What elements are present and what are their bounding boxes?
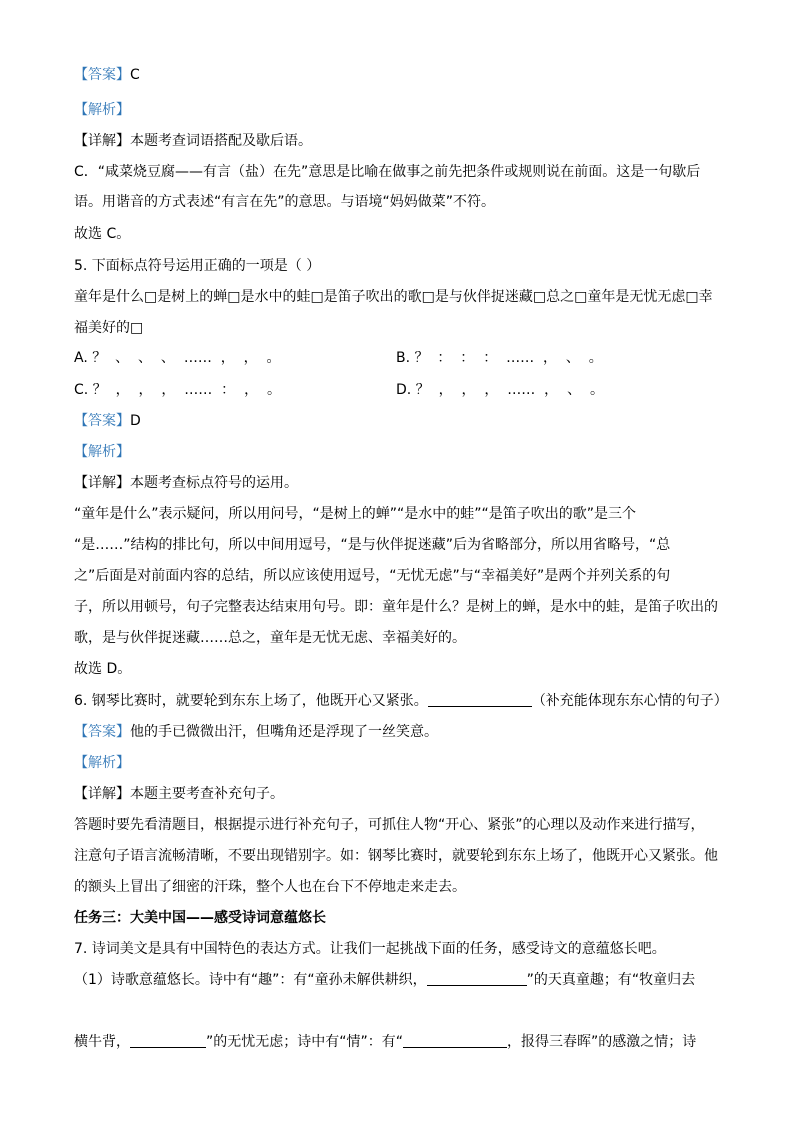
q4-conclusion: 故选 C。 (74, 226, 131, 242)
q7-text: ，报得三春晖”的感激之情；诗 (507, 1034, 697, 1050)
q4-answer-line (74, 65, 140, 85)
answer-tag: 【答案】 (74, 413, 130, 429)
answer-blank[interactable] (427, 971, 527, 986)
q5-stem: 5. 下面标点符号运用正确的一项是（ ） (74, 258, 321, 274)
q5-analysis-line (74, 442, 130, 462)
answer-text: 他的手已微微出汗，但嘴角还是浮现了一丝笑意。 (130, 724, 438, 740)
analysis-tag: 【解析】 (74, 755, 130, 771)
q5-conclusion: 故选 D。 (74, 661, 132, 677)
answer-tag: 【答案】 (74, 724, 130, 740)
q6-detail-line (74, 784, 284, 804)
q5-option-d: D. ？ ， ， ， …… ， 、 。 (396, 382, 604, 398)
answer-blank[interactable] (130, 1033, 206, 1048)
answer-text: D (130, 413, 141, 429)
analysis-tag: 【解析】 (74, 444, 130, 460)
answer-text: C (130, 67, 140, 83)
q7-text: ”的天真童趣；有“牧童归去 (526, 972, 696, 988)
q7-stem: 7. 诗词美文是具有中国特色的表达方式。让我们一起挑战下面的任务，感受诗文的意蕴悠长吧。 (74, 941, 666, 957)
q5-explanation-line: “是……”结构的排比句，所以中间用逗号，“是与伙伴捉迷藏”后为省略部分，所以用省略号，“总 (74, 537, 671, 553)
detail-tag: 【详解】 (74, 133, 130, 149)
detail-text: 本题主要考查补充句子。 (130, 786, 284, 802)
answer-blank[interactable] (428, 692, 532, 707)
task3-heading: 任务三：大美中国——感受诗词意蕴悠长 (74, 910, 326, 926)
q6-answer-line (74, 722, 438, 742)
q5-explanation-line: 歌，是与伙伴捉迷藏……总之，童年是无忧无虑、幸福美好的。 (74, 630, 466, 646)
answer-tag: 【答案】 (74, 67, 130, 83)
q7-part1-line (74, 1032, 696, 1052)
q5-explanation-line: 子，所以用顿号，句子完整表达结束用句号。即：童年是什么？是树上的蝉，是水中的蛙，是笛子吹出的 (74, 599, 718, 615)
q7-text: ”的无忧无虑；诗中有“情”：有“ (206, 1034, 404, 1050)
analysis-tag: 【解析】 (74, 102, 130, 118)
detail-tag: 【详解】 (74, 475, 130, 491)
q6-stem-hint: （补充能体现东东心情的句子） (531, 693, 728, 709)
q5-option-c: C. ？ ， ， ， …… ： ， 。 (74, 382, 281, 398)
q7-text: 横牛背， (74, 1034, 130, 1050)
q4-analysis-line (74, 100, 130, 120)
q5-explanation-line: “童年是什么”表示疑问，所以用问号，“是树上的蝉”“是水中的蛙”“是笛子吹出的歌”是三个 (74, 506, 637, 522)
q4-detail-line (74, 131, 312, 151)
q6-analysis-line (74, 753, 130, 773)
q7-part1-line (74, 970, 695, 990)
q6-stem (74, 691, 728, 711)
q5-answer-line (74, 411, 141, 431)
detail-text: 本题考查词语搭配及歇后语。 (130, 133, 312, 149)
q7-text: （1）诗歌意蕴悠长。诗中有“趣”：有“童孙未解供耕织， (74, 972, 427, 988)
q6-explanation-line: 答题时要先看清题目，根据提示进行补充句子，可抓住人物“开心、紧张”的心理以及动作来进行描写， (74, 817, 705, 833)
q6-stem-text: 6. 钢琴比赛时，就要轮到东东上场了，他既开心又紧张。 (74, 693, 428, 709)
answer-blank[interactable] (403, 1033, 507, 1048)
q5-explanation-line: 之”后面是对前面内容的总结，所以应该使用逗号，“无忧无虑”与“幸福美好”是两个并列关系的句 (74, 568, 671, 584)
q5-option-a: A. ？ 、 、 、 …… ， ， 。 (74, 350, 281, 366)
q5-option-b: B. ？ ： ： ： …… ， 、 。 (396, 350, 603, 366)
q6-explanation-line: 注意句子语言流畅清晰，不要出现错别字。如：钢琴比赛时，就要轮到东东上场了，他既开心又紧张。他 (74, 848, 718, 864)
detail-text: 本题考查标点符号的运用。 (130, 475, 298, 491)
detail-tag: 【详解】 (74, 786, 130, 802)
q5-sentence-line: 童年是什么□是树上的蝉□是水中的蛙□是笛子吹出的歌□是与伙伴捉迷藏□总之□童年是无忧无虑□幸 (74, 289, 713, 305)
q4-explanation-line: 语。用谐音的方式表述“有言在先”的意思。与语境“妈妈做菜”不符。 (74, 194, 496, 210)
q4-explanation-line: C．“咸菜烧豆腐——有言（盐）在先”意思是比喻在做事之前先把条件或规则说在前面。这是一句歇后 (74, 164, 701, 180)
q5-detail-line (74, 473, 298, 493)
q5-sentence-line: 福美好的□ (74, 320, 144, 336)
q6-explanation-line: 的额头上冒出了细密的汗珠，整个人也在台下不停地走来走去。 (74, 879, 466, 895)
